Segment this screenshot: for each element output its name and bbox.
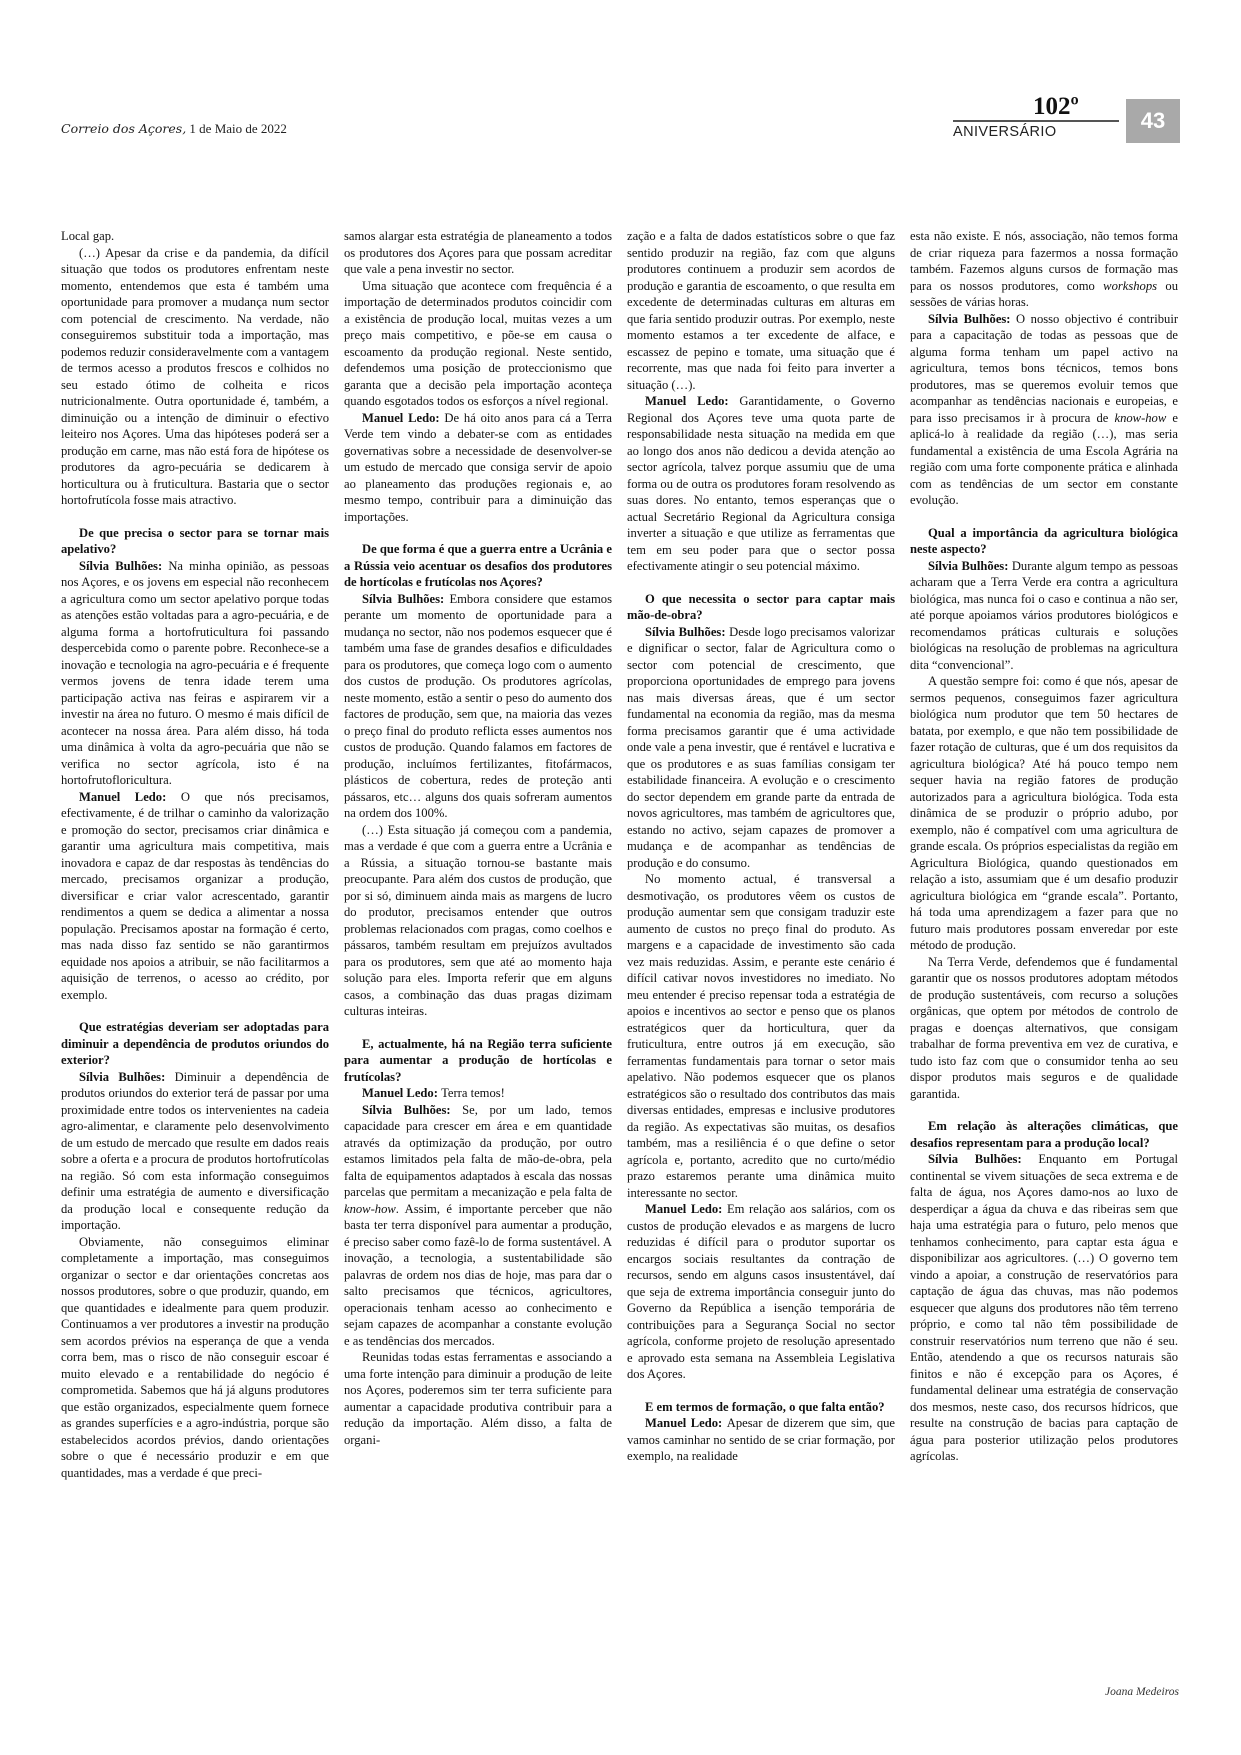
paragraph-text: Durante algum tempo as pessoas acharam que a Terra Verde era contra a agricultura biológica, mas nunca foi o caso e continua a não ser, até porque apoiamos vários produtores biológicos e recomendamos práticas culturais e soluções biológicas na resolução de problemas na agricultura dita “convencional”. — [910, 558, 1178, 672]
publication-name: Correio dos Açores, — [61, 121, 187, 136]
speaker-name: Sílvia Bulhões: — [928, 558, 1012, 573]
paragraph-text: No momento actual, é transversal a desmotivação, os produtores vêem os custos de produção aumentar sem que consigam traduzir este aumento de custos no preço final do produto. As margens e a capacidade de investimento são cada vez mais reduzidas. Assim, e perante este cenário é difícil cativar novos investidores no imediato. No meu entender é preciso repensar toda a estratégia de apoios e incentivos ao sector e penso que os planos estratégicos quer da horticultura, quer da fruticultura, entre outros já em execução, são ferramentas fundamentais para tornar o setor mais apelativo. Não podemos esquecer que os planos estratégicos são o resultado dos contributos das mais diversas entidades, empresas e inclusive produtores da região. As expectativas são muitas, os desafios também, mas a resiliência é o que define o setor agrícola e, portanto, acredito que no curto/médio prazo estaremos perante uma dinâmica muito interessante no sector. — [627, 872, 895, 1200]
paragraph-text: A questão sempre foi: como é que nós, apesar de sermos pequenos, conseguimos fazer agricultura biológica num produtor que tem 50 hectares de batata, por exemplo, e que não tem possibilidade de fazer rotação de culturas, que é um dos requisitos da agricultura biológica? Até há pouco tempo nem sequer havia na região fatores de produção autorizados para a agricultura biológica. Toda esta dinâmica de se produzir o próprio adubo, por exemplo, não é compatível com uma agricultura de grande escala. Os próprios especialistas da região em Agricultura Biológica, quando questionados em relação a isto, assumiam que é um desafio produzir agricultura biológica em “grande escala”. Portanto, há toda uma aprendizagem a fazer para que no futuro mais produtores possam enveredar por este método de produção. — [910, 674, 1178, 952]
paragraph-text: Na minha opinião, as pessoas nos Açores, e os jovens em especial não reconhecem a agricultura como um sector apelativo porque todas as atenções estão voltadas para a agro-pecuária, e de alguma forma a hortofruticultura foi passando despercebida como o parente pobre. Reconhece-se a inovação e tecnologia na agro-pecuária e é frequente vermos jovens de tenra idade terem uma participação activa nas feiras e aspirarem vir a investir na área no futuro. O mesmo é mais difícil de acontecer na nossa área. Para além disso, há toda uma dinâmica à volta da agro-pecuária que não se verifica no sector agrícola, isto é na hortofrutofloricultura. — [61, 558, 329, 787]
paragraph-text: De há oito anos para cá a Terra Verde tem vindo a debater-se com as entidades governativas sobre a necessidade de desenvolver-se um estudo de mercado que consiga servir de apoio ao planeamento das produções regionais e, ao mesmo tempo, contribuir para a diminuição das importações. — [344, 410, 612, 524]
speaker-name: Sílvia Bulhões: — [928, 311, 1017, 326]
article-paragraph — [344, 228, 612, 278]
anniversary-number: 102º — [1033, 93, 1079, 120]
speaker-name: Sílvia Bulhões: — [362, 1102, 463, 1117]
interview-question: E, actualmente, há na Região terra suficiente para aumentar a produção de hortícolas e frutícolas? — [344, 1036, 612, 1084]
article-paragraph — [344, 1102, 612, 1350]
speaker-name: Manuel Ledo: — [645, 394, 740, 408]
article-paragraph — [61, 1234, 329, 1482]
interview-question: Em relação às alterações climáticas, que desafios representam para a produção local? — [910, 1119, 1178, 1150]
article-column-2 — [344, 228, 612, 1668]
paragraph-text: esta não existe. E nós, associação, não temos forma de criar riqueza para fazermos a nossa formação também. Fazemos alguns cursos de formação mas para os nossos produtores, como workshops ou sessões de várias horas. — [910, 229, 1178, 309]
author-byline: Joana Medeiros — [1105, 1686, 1179, 1698]
article-paragraph — [910, 673, 1178, 954]
interview-question: De que forma é que a guerra entre a Ucrânia e a Rússia veio acentuar os desafios dos produtores de hortícolas e frutícolas nos Açores? — [344, 542, 612, 589]
paragraph-text: Enquanto em Portugal continental se vivem situações de seca extrema e de falta de água, nos Açores damo-nos ao luxo de desperdiçar a água da chuva e das ribeiras sem que haja uma estratégia para o futuro, pelo menos que tenhamos conhecimento, para captar esta água e disponibilizar aos agricultores. (…) O governo tem vindo a apoiar, a construção de reservatórios para captação de água das chuvas, mas não podemos esquecer que alguns dos produtores não têm terreno próprio, e como tal não têm possibilidade de construir reservatórios num terreno que não é seu. Então, atendendo a que os recursos naturais são finitos e não é excepção para os Açores, é fundamental delinear uma estratégia de conservação dos mesmos, neste caso, dos recursos hídricos, que resulte na construção de bacias para captação de água para posterior utilização pelos produtores agrícolas. — [910, 1152, 1178, 1463]
article-paragraph — [627, 624, 895, 872]
article-paragraph — [627, 1415, 895, 1465]
speaker-name: Sílvia Bulhões: — [928, 1152, 1039, 1166]
paragraph-text: (…) Apesar da crise e da pandemia, da difícil situação que todos os produtores enfrentam neste momento, entendemos que esta é também uma oportunidade para promover a mudança num sector com potencial de crescimento. Na verdade, não conseguiremos substituir toda a importação, mas podemos reduzir consideravelmente com a vantagem de termos acesso a produtos frescos e colhidos no seu estado ótimo de colheita e ricos nutricionalmente. Outra oportunidade é, também, a diminuição ou a intenção de diminuir o efectivo leiteiro nos Açores. Uma das hipóteses poderá ser a produção em carne, mas não está fora de hipótese os produtores da agro-pecuária se dedicarem à horticultura ou à fruticultura. Bastaria que o sector hortofrutícola fosse mais atractivo. — [61, 245, 329, 507]
interview-question: Que estratégias deveriam ser adoptadas para diminuir a dependência de produtos oriundos do exterior? — [61, 1020, 329, 1067]
publication-date: 1 de Maio de 2022 — [189, 121, 287, 136]
speaker-name: Sílvia Bulhões: — [79, 1069, 175, 1084]
paragraph-text: O nosso objectivo é contribuir para a capacitação de todas as pessoas que de alguma forma tenham um papel activo na agricultura, temos bons técnicos, temos bons produtores, mas se queremos evoluir temos que acompanhar as tendências nacionais e europeias, e para isso precisamos ir à procura de know-how e aplicá-lo à realidade da região (…), mas seria fundamental a existência de uma Escola Agrária na região com uma forte componente prática e alinhada com as tendências de um sector em constante evolução. — [910, 311, 1178, 507]
article-paragraph — [627, 1201, 895, 1383]
speaker-name: Manuel Ledo: — [645, 1202, 727, 1216]
speaker-name: Manuel Ledo: — [362, 1086, 442, 1100]
paragraph-text: (…) Esta situação já começou com a pandemia, mas a verdade é que com a guerra entre a Ucrânia e a Rússia, a situação tornou-se bastante mais preocupante. Para além dos custos de produção, que por si só, diminuem ainda mais as margens de lucro do produtor, precisamos entender que outros problemas relacionados com pragas, como coelhos e pássaros, também resultam em prejuízos avultados para os produtores, sem que até ao momento haja solução para eles. Importa referir que em alguns casos, a combinação das duas pragas dizimam culturas inteiras. — [344, 822, 612, 1018]
speaker-name: Manuel Ledo: — [362, 410, 445, 425]
paragraph-text: Se, por um lado, temos capacidade para crescer em área e em quantidade através da optimização da produção, por outro estamos limitados pela falta de mão-de-obra, pela falta de equipamentos adaptados à escala das nossas parcelas que permitam a mecanização e pela falta de know-how. Assim, é importante perceber que não basta ter terra disponível para aumentar a produção, é preciso saber como fazê-lo de forma sustentável. A inovação, a tecnologia, a sustentabilidade são palavras de ordem nos dias de hoje, mas para dar o salto precisamos que técnicos, agricultores, operacionais tenham acesso ao conhecimento e sejam capazes de acompanhar a constante evolução e as tendências dos mercados. — [344, 1102, 612, 1348]
article-paragraph — [910, 311, 1178, 509]
article-paragraph — [344, 1349, 612, 1448]
paragraph-text: Uma situação que acontece com frequência é a importação de determinados produtos coincidir com a existência de produção local, muitas vezes a um preço mais competitivo, e põe-se em causa o escoamento da produção regional. Neste sentido, defendemos uma posição de proteccionismo que garanta que a decisão pela importação aconteça quando esgotados todos os esforços a nível regional. — [344, 278, 612, 408]
page-number: 43 — [1126, 99, 1180, 143]
anniversary-label: ANIVERSÁRIO — [953, 124, 1057, 140]
article-paragraph — [61, 558, 329, 789]
article-paragraph — [344, 591, 612, 822]
paragraph-text: O que nós precisamos, efectivamente, é de trilhar o caminho da valorização e promoção do sector, precisamos criar dinâmica e garantir uma agricultura mais competitiva, mais inovadora e capaz de dar respostas às tendências do mercado, precisamos organizar a produção, diversificar e criar valor acrescentado, garantir rendimentos a quem se dedica a alimentar a nossa população. Precisamos apostar na formação é certo, mas nada disso faz sentido se não garantirmos equidade nos apoios a atribuir, se não facilitarmos a aquisição de terrenos, o acesso ao crédito, por exemplo. — [61, 789, 329, 1002]
interview-question: Qual a importância da agricultura biológica neste aspecto? — [910, 525, 1178, 556]
article-paragraph — [627, 393, 895, 575]
paragraph-text: Garantidamente, o Governo Regional dos Açores teve uma quota parte de responsabilidade nesta situação na medida em que ao longo dos anos não dedicou a devida atenção ao sector agrícola, talvez porque assumiu que de uma forma ou de outra os produtores foram resolvendo as suas dores. No entanto, temos esperanças que o actual Secretário Regional da Agricultura consiga inverter a situação e que utilize as ferramentas que tem em seu poder para que o sector possa efectivamente atingir o seu potencial máximo. — [627, 394, 895, 573]
paragraph-text: Em relação aos salários, com os custos de produção elevados e as margens de lucro reduzidas é difícil para o produtor suportar os encargos sociais resultantes da contração de recursos, sendo em alguns casos insustentável, daí que seja de extrema importância conseguir junto do Governo da República a isenção temporária de contribuições para a Segurança Social no sector agrícola, conforme projeto de resolução apresentado e aprovado esta semana na Assembleia Legislativa dos Açores. — [627, 1202, 895, 1381]
paragraph-text: Terra temos! — [441, 1086, 505, 1100]
article-column-1 — [61, 228, 329, 1668]
interview-question: O que necessita o sector para captar mais mão-de-obra? — [627, 591, 895, 622]
article-paragraph — [910, 1151, 1178, 1465]
article-paragraph — [910, 954, 1178, 1103]
article-paragraph — [344, 1085, 612, 1102]
paragraph-text: Desde logo precisamos valorizar e dignificar o sector, falar de Agricultura como o sector com potencial de crescimento, que proporciona oportunidades de emprego para jovens nas mais diversas áreas, que é um sector fundamental na economia da região, mas da mesma forma precisamos garantir que é uma actividade onde vale a pena investir, que é rentável e lucrativa e que os produtores e as suas famílias consigam ter estabilidade financeira. A evolução e o crescimento do sector dependem em grande parte da entrada de novos agricultores, mas também de agricultores que, estando no activo, sejam capazes de promover a mudança e de acompanhar as tendências de produção e do consumo. — [627, 624, 895, 870]
article-body — [61, 228, 1179, 1668]
paragraph-text: Embora considere que estamos perante um momento de oportunidade para a mudança no sector, não nos podemos esquecer que é também uma fase de grandes desafios e dificuldades para os produtores, que começa logo com o aumento dos custos de produção. Os produtores agrícolas, neste momento, estão a sentir o peso do aumento dos factores de produção, sem que, na maioria das vezes o preço final do produto reflicta esses aumentos nos custos de produção. Quando falamos em factores de produção, incluímos fertilizantes, fitofármacos, plásticos de cobertura, redes de proteção anti pássaros, etc… alguns dos quais sofreram aumentos na ordem dos 100%. — [344, 591, 612, 820]
article-paragraph — [910, 558, 1178, 674]
article-paragraph — [61, 245, 329, 509]
article-column-4 — [910, 228, 1178, 1668]
paragraph-text: Obviamente, não conseguimos eliminar completamente a importação, mas conseguimos organizar o sector e dar orientações concretas aos nossos produtores, sobre o que produzir, quando, em que quantidades e idealmente para quem produzir. Continuamos a ver produtores a investir na produção sem acordos prévios na esperança de que a venda corra bem, mas o risco de não conseguir escoar é muito elevado e a rentabilidade do negócio é comprometida. Sabemos que há já alguns produtores que estão organizados, especialmente quem fornece as grandes superfícies e a agro-indústria, porque são estabelecidos acordos prévios, dando orientações sobre o que é necessário produzir e em que quantidades, mas a verdade é que preci- — [61, 1234, 329, 1480]
speaker-name: Manuel Ledo: — [79, 789, 181, 804]
article-paragraph — [910, 228, 1178, 311]
paragraph-text: Reunidas todas estas ferramentas e associando a uma forte intenção para diminuir a produção de leite nos Açores, poderemos sim ter terra suficiente para aumentar a capacidade produtiva contribuir para a redução da importação. Além disso, a falta de organi- — [344, 1350, 612, 1447]
article-paragraph — [61, 789, 329, 1004]
paragraph-text: Diminuir a dependência de produtos oriundos do exterior terá de passar por uma proximidade entre todos os intervenientes na cadeia agro-alimentar, e claramente pelo desenvolvimento de um estudo de mercado que resulte em dados reais sobre a oferta e a procura de produtos hortofrutícolas na região. Só com esta informação conseguimos definir uma estratégia de aumento e diversificação da produção local e consequente redução da importação. — [61, 1069, 329, 1232]
paragraph-text: Na Terra Verde, defendemos que é fundamental garantir que os nossos produtores adoptam métodos de produção sustentáveis, com recurso a soluções orgânicas, que optem por métodos de controlo de pragas e doenças alternativos, que consigam trabalhar de forma preventiva em vez de curativa, e tudo isto faz com que o consumidor tenha ao seu dispor produtos mais seguros e de qualidade garantida. — [910, 954, 1178, 1101]
article-paragraph — [344, 278, 612, 410]
article-paragraph — [344, 822, 612, 1020]
paragraph-text: zação e a falta de dados estatísticos sobre o que faz sentido produzir na região, faz com que alguns produtores continuem a produzir sem acordos de produção e garantia de escoamento, o que resulta em excedente de determinadas culturas em alturas em que faria sentido produzir outras. Por exemplo, neste momento estamos a ter excedente de alface, e escassez de pepino e tomate, uma situação que é recorrente, mas que nada foi feito para inverter a situação (…). — [627, 229, 895, 392]
page-header-right — [953, 93, 1179, 145]
speaker-name: Sílvia Bulhões: — [645, 624, 730, 639]
article-paragraph — [61, 228, 329, 245]
interview-question: E em termos de formação, o que falta então? — [645, 1399, 885, 1414]
speaker-name: Sílvia Bulhões: — [362, 591, 450, 606]
paragraph-text: Apesar de dizerem que sim, que vamos caminhar no sentido de se criar formação, por exemplo, na realidade — [627, 1416, 895, 1463]
paragraph-text: samos alargar esta estratégia de planeamento a todos os produtores dos Açores para que possam acreditar que vale a pena investir no sector. — [344, 229, 612, 276]
paragraph-text: Local gap. — [61, 229, 115, 243]
article-paragraph — [344, 410, 612, 526]
interview-question: De que precisa o sector para se tornar mais apelativo? — [61, 525, 329, 556]
article-paragraph — [627, 871, 895, 1201]
speaker-name: Sílvia Bulhões: — [79, 558, 169, 573]
page-header-left — [61, 121, 287, 137]
speaker-name: Manuel Ledo: — [645, 1416, 727, 1430]
header-rule — [953, 120, 1119, 122]
article-paragraph — [627, 228, 895, 393]
article-paragraph — [61, 1069, 329, 1234]
article-column-3 — [627, 228, 895, 1668]
